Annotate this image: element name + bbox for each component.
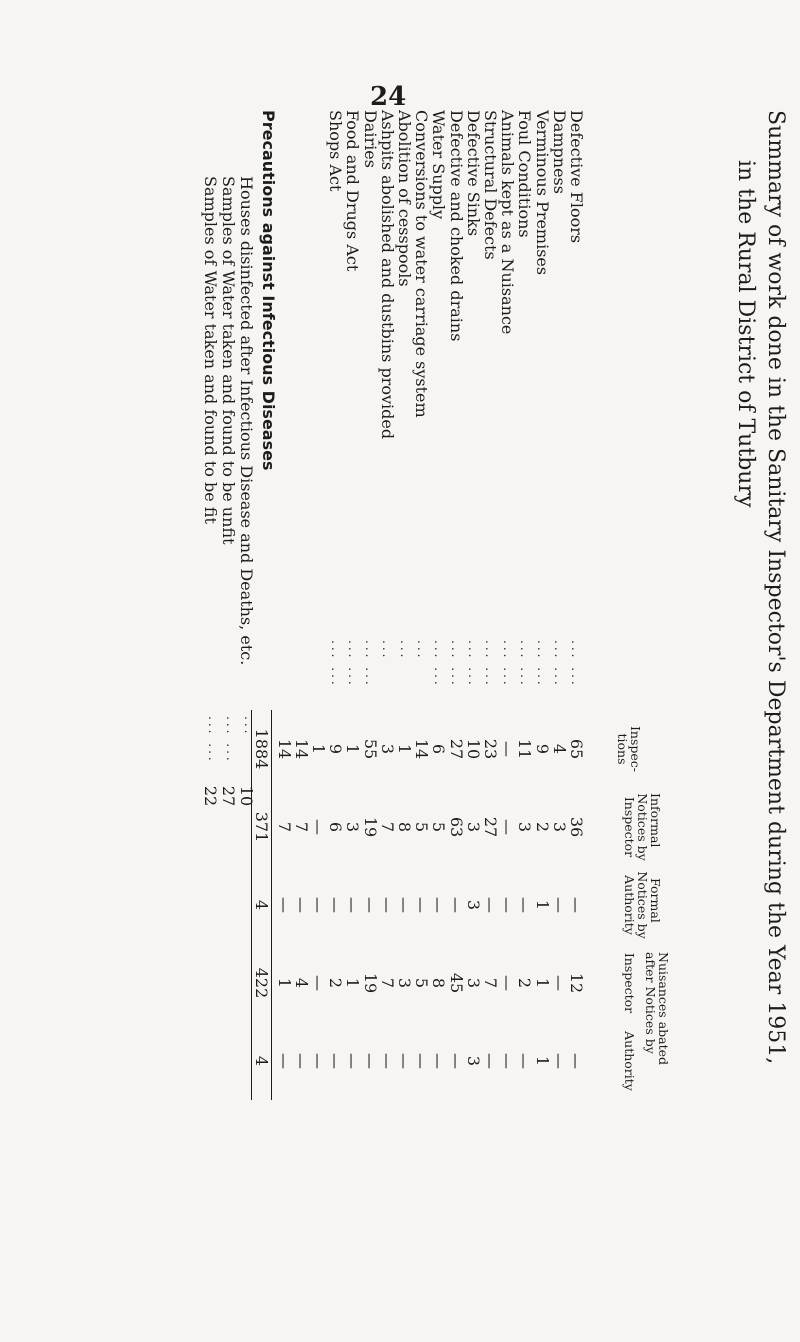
inspections-value: 1 [309,743,329,755]
inspections-value: 23 [480,738,500,760]
total-c5: 4 [251,1022,272,1100]
row-label: Structural Defects [480,110,500,260]
row-dots: ... ... [517,640,532,688]
inspections-value: 9 [326,743,346,755]
table-row [533,110,550,1260]
precaution-value: 10 [237,785,256,807]
formal-notices-value: — [360,897,380,913]
total-c4: 422 [251,944,272,1022]
abated-inspector-value: 45 [446,972,466,994]
abated-authority-value: — [377,1053,397,1069]
row-dots: ... [380,640,395,661]
inspections-value: 11 [515,738,535,760]
table-row [344,110,361,1260]
formal-notices-value: — [377,897,397,913]
abated-inspector-value: 3 [463,977,483,989]
precaution-label: Houses disinfected after Infectious Disease and Deaths, etc. [237,176,256,666]
row-dots: ... ... [569,640,584,688]
row-label: Verminous Premises [532,110,552,276]
formal-notices-value: — [309,897,329,913]
formal-notices-value: — [274,897,294,913]
row-dots: ... [397,640,412,661]
informal-notices-value: 5 [429,821,449,833]
abated-authority-value: — [549,1053,569,1069]
table-row [551,110,568,1260]
formal-notices-value: — [549,897,569,913]
header-formal-notices: Notices by Authority [622,871,650,939]
title-line-2: in the Rural District of Tutbury [733,160,758,508]
abated-authority-value: — [515,1053,535,1069]
abated-authority-value: — [395,1053,415,1069]
informal-notices-value: 3 [549,821,569,833]
row-dots: ... ... [500,640,515,688]
formal-notices-value: — [429,897,449,913]
informal-notices-value: — [498,819,518,835]
inspections-value: 27 [446,738,466,760]
formal-notices-value: 3 [463,899,483,911]
precaution-item [202,110,220,1260]
precaution-dots: ... [242,716,256,737]
abated-authority-value: — [498,1053,518,1069]
abated-inspector-value: — [549,975,569,991]
row-label: Defective Floors [566,110,586,244]
table-row [568,110,585,1260]
table-row [516,110,533,1260]
summary-table [252,110,585,1260]
total-c3: 4 [251,866,272,944]
precaution-label: Samples of Water taken and found to be unfit [219,176,238,545]
formal-notices-value: — [291,897,311,913]
row-dots: ... [414,640,429,661]
abated-inspector-value: 8 [429,977,449,989]
informal-notices-value: 27 [480,816,500,838]
table-row [482,110,499,1260]
inspections-value: 9 [532,743,552,755]
informal-notices-value: 19 [360,816,380,838]
precaution-dots: ... ... [224,716,238,764]
abated-inspector-value: 12 [566,972,586,994]
inspections-value: 1 [395,743,415,755]
precautions-list [202,110,256,1260]
inspections-value: 14 [291,738,311,760]
header-informal: Informal [648,793,663,848]
table-row [430,110,447,1260]
header-formal: Formal [648,878,663,923]
formal-notices-value: — [395,897,415,913]
inspections-value: — [498,741,518,757]
formal-notices-value: — [326,897,346,913]
header-informal-notices: Notices by Inspector [622,793,650,861]
row-label: Animals kept as a Nuisance [498,110,518,335]
abated-inspector-value: — [309,975,329,991]
row-label: Water Supply [429,110,449,220]
abated-inspector-value: 2 [515,977,535,989]
table-row [413,110,430,1260]
precaution-value: 27 [219,785,238,807]
row-dots: ... ... [345,640,360,688]
formal-notices-value: 1 [532,899,552,911]
abated-inspector-value: 19 [360,972,380,994]
formal-notices-value: — [515,897,535,913]
abated-authority-value: — [274,1053,294,1069]
header-abated: Nuisances abated after Notices by [643,952,671,1066]
row-dots: ... ... [466,640,481,688]
informal-notices-value: 3 [343,821,363,833]
informal-notices-value: 6 [326,821,346,833]
row-dots: ... ... [328,640,343,688]
abated-authority-value: — [566,1053,586,1069]
row-dots: ... ... [483,640,498,688]
row-label: Shops Act [326,110,346,192]
header-inspections: Inspec- tions [615,725,643,773]
inspections-value: 65 [566,738,586,760]
abated-inspector-value: 2 [326,977,346,989]
row-label: Food and Drugs Act [343,110,363,272]
informal-notices-value: 36 [566,816,586,838]
row-label: Abolition of cesspools [395,110,415,287]
row-label: Conversions to water carriage system [412,110,432,418]
informal-notices-value: 3 [463,821,483,833]
precaution-value: 22 [201,785,220,807]
informal-notices-value: 5 [412,821,432,833]
informal-notices-value: 2 [532,821,552,833]
informal-notices-value: 7 [377,821,397,833]
informal-notices-value: 7 [291,821,311,833]
abated-inspector-value: 5 [412,977,432,989]
row-dots: ... ... [449,640,464,688]
abated-authority-value: 1 [532,1055,552,1067]
abated-authority-value: — [326,1053,346,1069]
table-row [465,110,482,1260]
abated-inspector-value: 3 [395,977,415,989]
row-label: Defective and choked drains [446,110,466,342]
table-row [310,110,327,1260]
informal-notices-value: 3 [515,821,535,833]
table-row [276,110,293,1260]
table-row [499,110,516,1260]
table-row [396,110,413,1260]
abated-inspector-value: 7 [480,977,500,989]
informal-notices-value: 7 [274,821,294,833]
informal-notices-value: 63 [446,816,466,838]
formal-notices-value: — [566,897,586,913]
precaution-item [220,110,238,1260]
total-c1: 1884 [251,710,272,788]
precautions-title: Precautions against Infectious Diseases [259,110,278,471]
page-title [730,110,790,1065]
formal-notices-value: — [446,897,466,913]
abated-authority-value: — [343,1053,363,1069]
row-label: Ashpits abolished and dustbins provided [377,110,397,440]
inspections-value: 55 [360,738,380,760]
informal-notices-value: — [309,819,329,835]
precaution-label: Samples of Water taken and found to be fit [201,176,220,524]
abated-inspector-value: — [498,975,518,991]
abated-inspector-value: 1 [532,977,552,989]
abated-authority-value: — [360,1053,380,1069]
row-label: Dampness [549,110,569,194]
inspections-value: 4 [549,743,569,755]
inspections-value: 10 [463,738,483,760]
abated-authority-value: — [291,1053,311,1069]
abated-inspector-value: 1 [343,977,363,989]
inspections-value: 14 [412,738,432,760]
abated-inspector-value: 4 [291,977,311,989]
table-row [379,110,396,1260]
formal-notices-value: — [343,897,363,913]
precaution-dots: ... ... [206,716,220,764]
row-label: Foul Conditions [515,110,535,238]
row-label: Dairies [360,110,380,168]
abated-inspector-value: 1 [274,977,294,989]
inspections-value: 1 [343,743,363,755]
formal-notices-value: — [412,897,432,913]
header-abated-inspector: Inspector [622,952,637,1014]
abated-authority-value: 3 [463,1055,483,1067]
table-row [362,110,379,1260]
inspections-value: 14 [274,738,294,760]
informal-notices-value: 8 [395,821,415,833]
abated-inspector-value: 7 [377,977,397,989]
formal-notices-value: — [498,897,518,913]
header-abated-authority: Authority [622,1031,637,1091]
title-line-1: Summary of work done in the Sanitary Inspector's Department during the Year 1951, [763,110,788,1065]
precaution-item [238,110,256,1260]
table-row [293,110,310,1260]
inspections-value: 3 [377,743,397,755]
total-c2: 371 [251,788,272,866]
abated-authority-value: — [446,1053,466,1069]
abated-authority-value: — [412,1053,432,1069]
row-dots: ... ... [363,640,378,688]
table-row [327,110,344,1260]
table-row [448,110,465,1260]
abated-authority-value: — [480,1053,500,1069]
row-label: Defective Sinks [463,110,483,237]
abated-authority-value: — [309,1053,329,1069]
row-dots: ... ... [552,640,567,688]
row-dots: ... ... [431,640,446,688]
row-dots: ... ... [535,640,550,688]
formal-notices-value: — [480,897,500,913]
abated-authority-value: — [429,1053,449,1069]
page-number: 24 [370,82,407,112]
inspections-value: 6 [429,743,449,755]
precautions-section [202,110,278,1260]
